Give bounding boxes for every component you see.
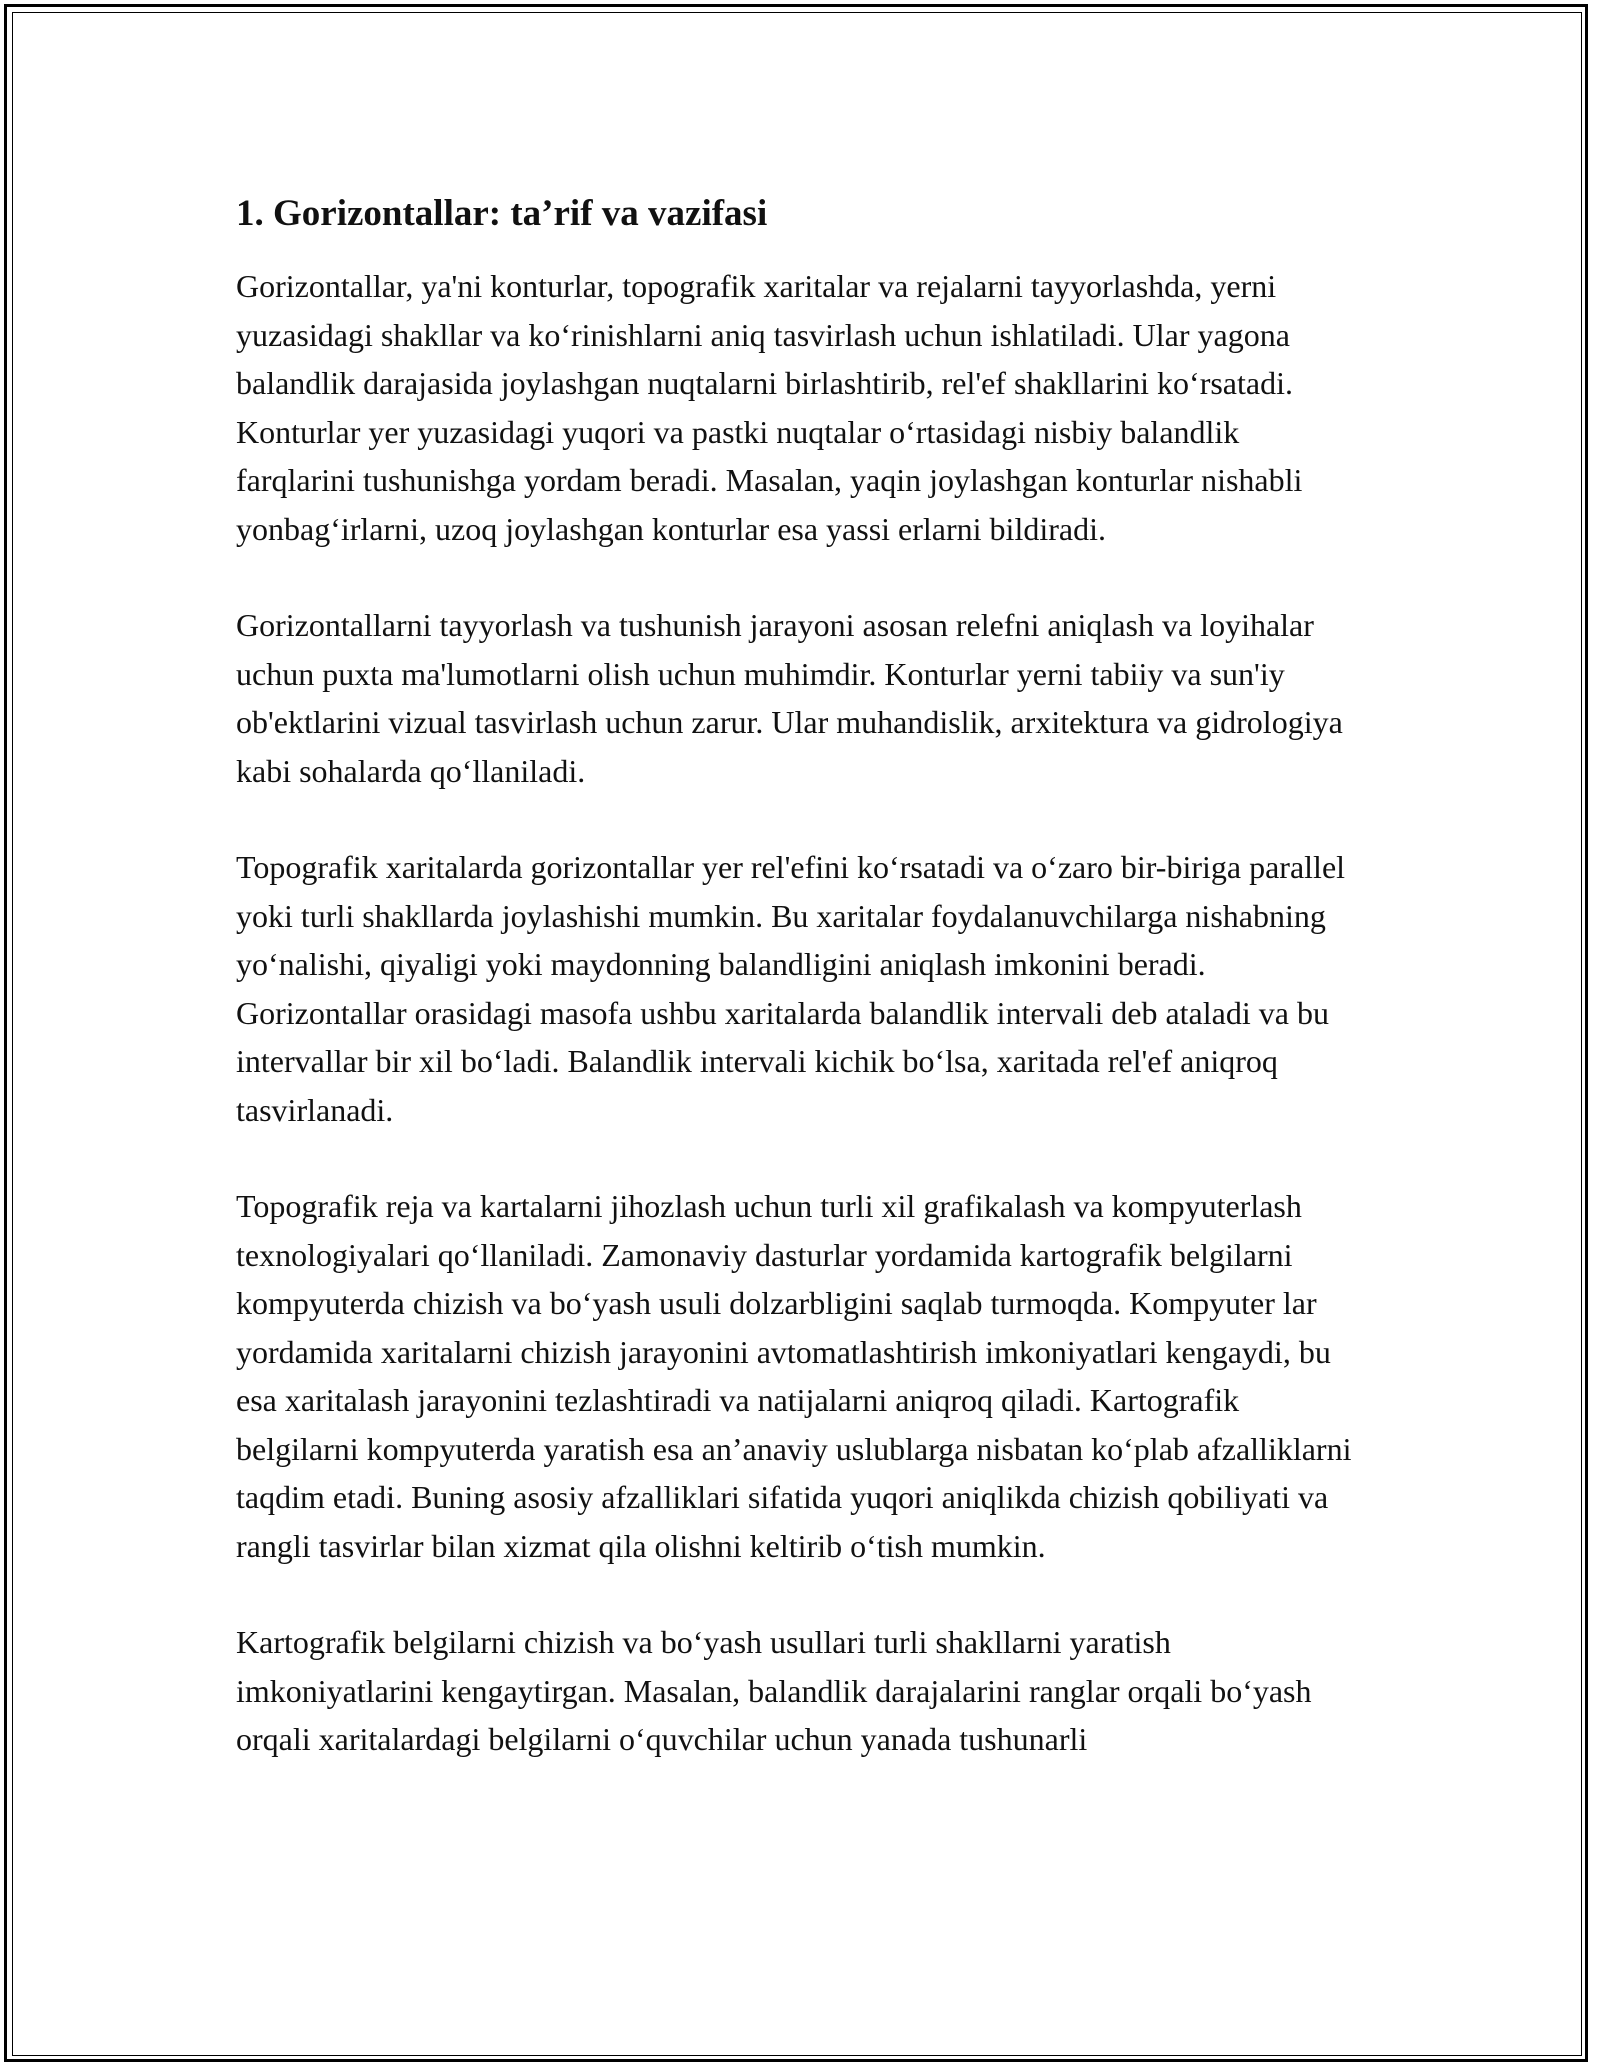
paragraph-1: Gorizontallar, ya'ni konturlar, topografik xaritalar va rejalarni tayyorlashda, yerni yuzasidagi shakllar va ko‘rinishlarni aniq tasvirlash uchun ishlatiladi. Ular yagona balandlik darajasida joylashgan nuqtalarni birlashtirib, rel'ef shakllarini ko‘rsatadi. Konturlar yer yuzasidagi yuqori va pastki nuqtalar o‘rtasidagi nisbiy balandlik farqlarini tushunishga yordam beradi. Masalan, yaqin joylashgan konturlar nishabli yonbag‘irlarni, uzoq joylashgan konturlar esa yassi erlarni bildiradi. <box>236 268 1303 547</box>
paragraph-5: Kartografik belgilarni chizish va bo‘yash usullari turli shakllarni yaratish imkoniyatlarini kengaytirgan. Masalan, balandlik darajalarini ranglar orqali bo‘yash orqali xaritalardagi belgilarni o‘quvchilar uchun yanada tushunarli <box>236 1624 1312 1757</box>
section-heading: 1. Gorizontallar: ta’rif va vazifasi <box>236 193 768 234</box>
paragraph-4: Topografik reja va kartalarni jihozlash uchun turli xil grafikalash va kompyuterlash texnologiyalari qo‘llaniladi. Zamonaviy dasturlar yordamida kartografik belgilarni kompyuterda chizish va bo‘yash usuli dolzarbligini saqlab turmoqda. Kompyuter lar yordamida xaritalarni chizish jarayonini avtomatlashtirish imkoniyatlari kengaydi, bu esa xaritalash jarayonini tezlashtiradi va natijalarni aniqroq qiladi. Kartografik belgilarni kompyuterda yaratish esa an’anaviy uslublarga nisbatan ko‘plab afzalliklarni taqdim etadi. Buning asosiy afzalliklari sifatida yuqori aniqlikda chizish qobiliyati va rangli tasvirlar bilan xizmat qila olishni keltirib o‘tish mumkin. <box>236 1188 1352 1564</box>
paragraph-2: Gorizontallarni tayyorlash va tushunish jarayoni asosan relefni aniqlash va loyihalar uchun puxta ma'lumotlarni olish uchun muhimdir. Konturlar yerni tabiiy va sun'iy ob'ektlarini vizual tasvirlash uchun zarur. Ular muhandislik, arxitektura va gidrologiya kabi sohalarda qo‘llaniladi. <box>236 607 1343 789</box>
paragraph-3: Topografik xaritalarda gorizontallar yer rel'efini ko‘rsatadi va o‘zaro bir-biriga parallel yoki turli shakllarda joylashishi mumkin. Bu xaritalar foydalanuvchilarga nishabning yo‘nalishi, qiyaligi yoki maydonning balandligini aniqlash imkonini beradi. Gorizontallar orasidagi masofa ushbu xaritalarda balandlik intervali deb ataladi va bu intervallar bir xil bo‘ladi. Balandlik intervali kichik bo‘lsa, xaritada rel'ef aniqroq tasvirlanadi. <box>236 849 1346 1128</box>
document-body <box>236 188 1366 1812</box>
